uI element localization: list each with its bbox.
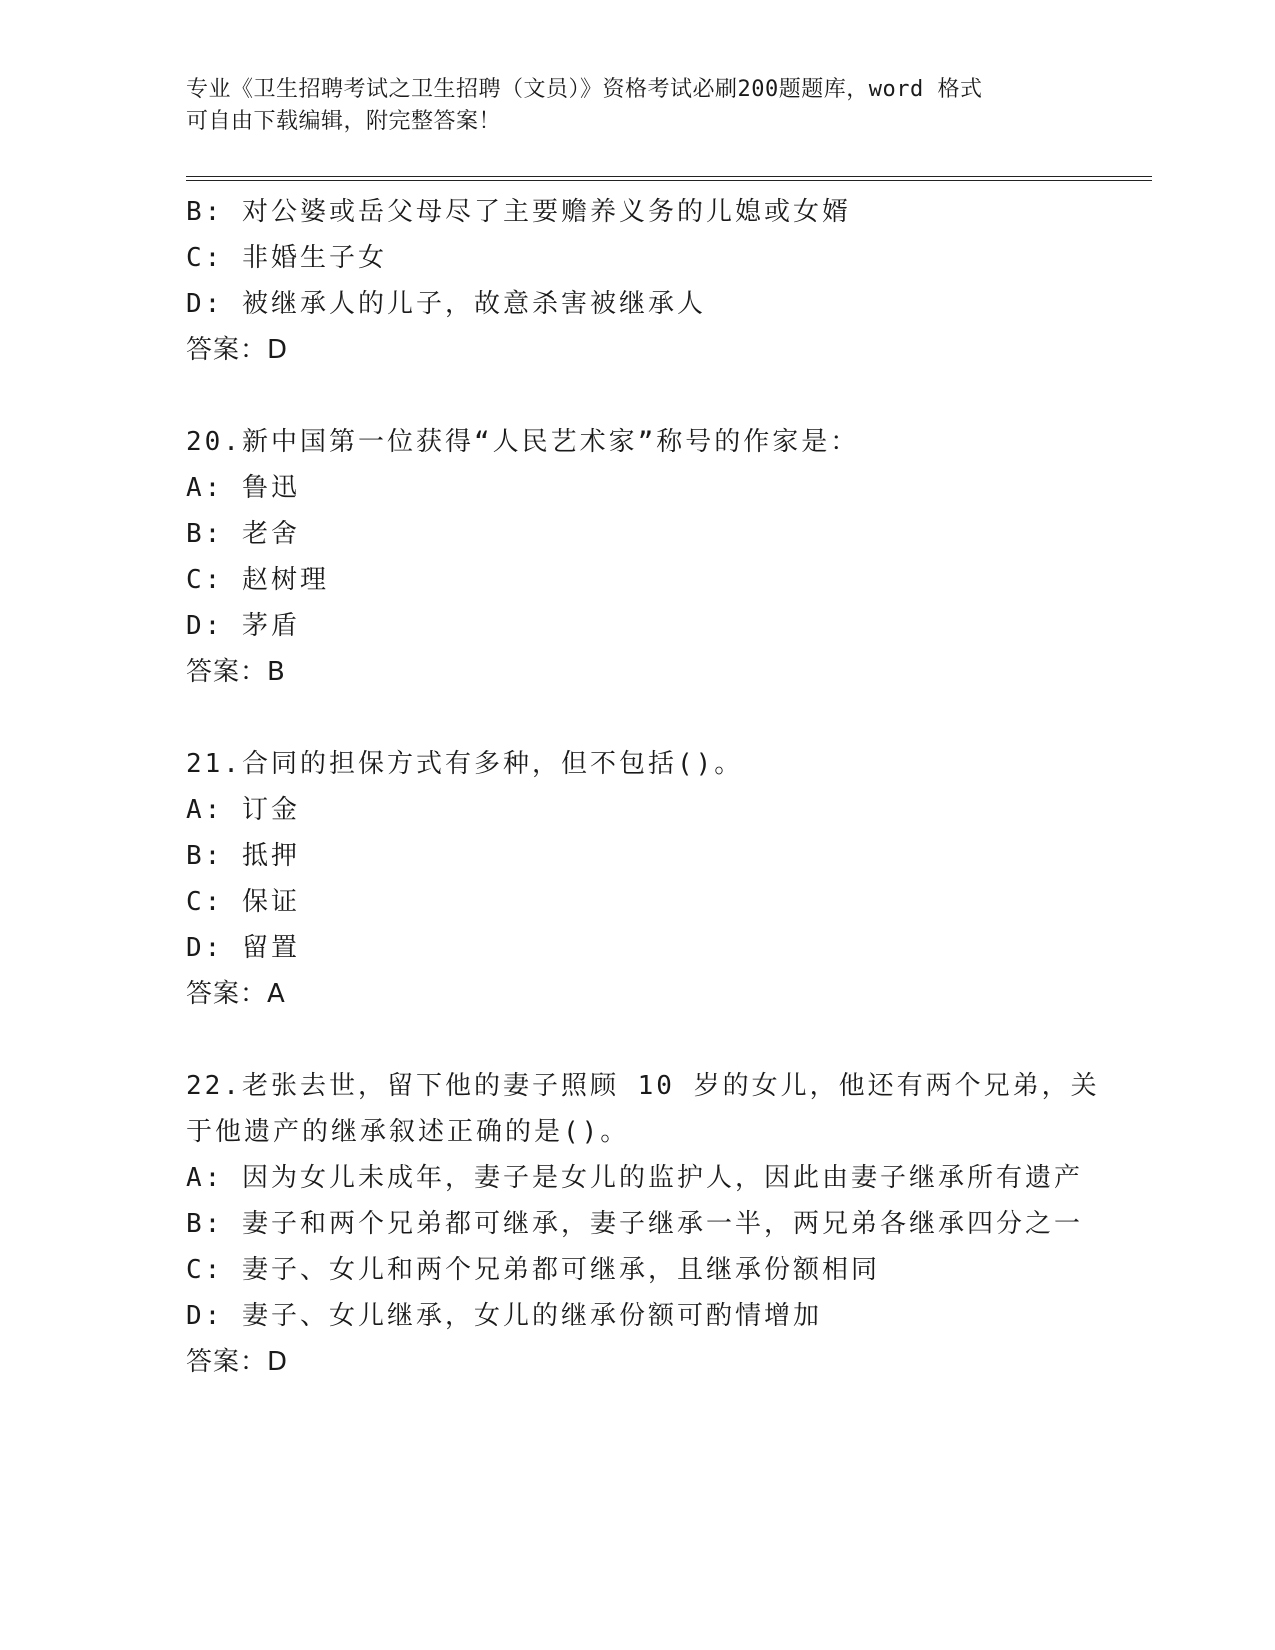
answer-label: 答案：D (186, 335, 289, 365)
header-title-line-1: 专业《卫生招聘考试之卫生招聘（文员）》资格考试必刷200题题库，word 格式 (186, 77, 983, 102)
question-19-partial (186, 189, 1086, 373)
option-c: C: 赵树理 (186, 565, 329, 595)
option-a: A: 鲁迅 (186, 473, 300, 503)
question-title-line-2: 于他遗产的继承叙述正确的是()。 (186, 1117, 630, 1147)
document-header (186, 74, 1066, 138)
question-list (186, 189, 1100, 1385)
option-a: A: 订金 (186, 795, 300, 825)
spacer (186, 695, 1086, 741)
option-d: D: 茅盾 (186, 611, 300, 641)
option-b: B: 老舍 (186, 519, 300, 549)
question-title-line-1: 22.老张去世，留下他的妻子照顾 10 岁的女儿，他还有两个兄弟，关 (186, 1071, 1100, 1101)
question-title: 21.合同的担保方式有多种，但不包括()。 (186, 749, 744, 779)
option-d: D: 留置 (186, 933, 300, 963)
answer-label: 答案：A (186, 979, 286, 1009)
option-d: D: 妻子、女儿继承，女儿的继承份额可酌情增加 (186, 1301, 822, 1331)
spacer (186, 373, 1086, 419)
answer-label: 答案：B (186, 657, 286, 687)
question-20 (186, 419, 1086, 695)
option-c: C: 保证 (186, 887, 300, 917)
question-title: 20.新中国第一位获得“人民艺术家”称号的作家是： (186, 427, 860, 457)
option-b: B: 妻子和两个兄弟都可继承，妻子继承一半，两兄弟各继承四分之一 (186, 1209, 1083, 1239)
spacer (186, 1017, 1086, 1063)
header-divider (186, 176, 1152, 181)
option-c: C: 非婚生子女 (186, 243, 387, 273)
header-title-line-2: 可自由下载编辑，附完整答案！ (186, 109, 502, 134)
option-b: B: 对公婆或岳父母尽了主要赡养义务的儿媳或女婿 (186, 197, 851, 227)
question-22 (186, 1063, 1100, 1385)
option-a: A: 因为女儿未成年，妻子是女儿的监护人，因此由妻子继承所有遗产 (186, 1163, 1083, 1193)
option-c: C: 妻子、女儿和两个兄弟都可继承，且继承份额相同 (186, 1255, 880, 1285)
answer-label: 答案：D (186, 1347, 289, 1377)
option-d: D: 被继承人的儿子，故意杀害被继承人 (186, 289, 706, 319)
option-b: B: 抵押 (186, 841, 300, 871)
question-21 (186, 741, 1086, 1017)
